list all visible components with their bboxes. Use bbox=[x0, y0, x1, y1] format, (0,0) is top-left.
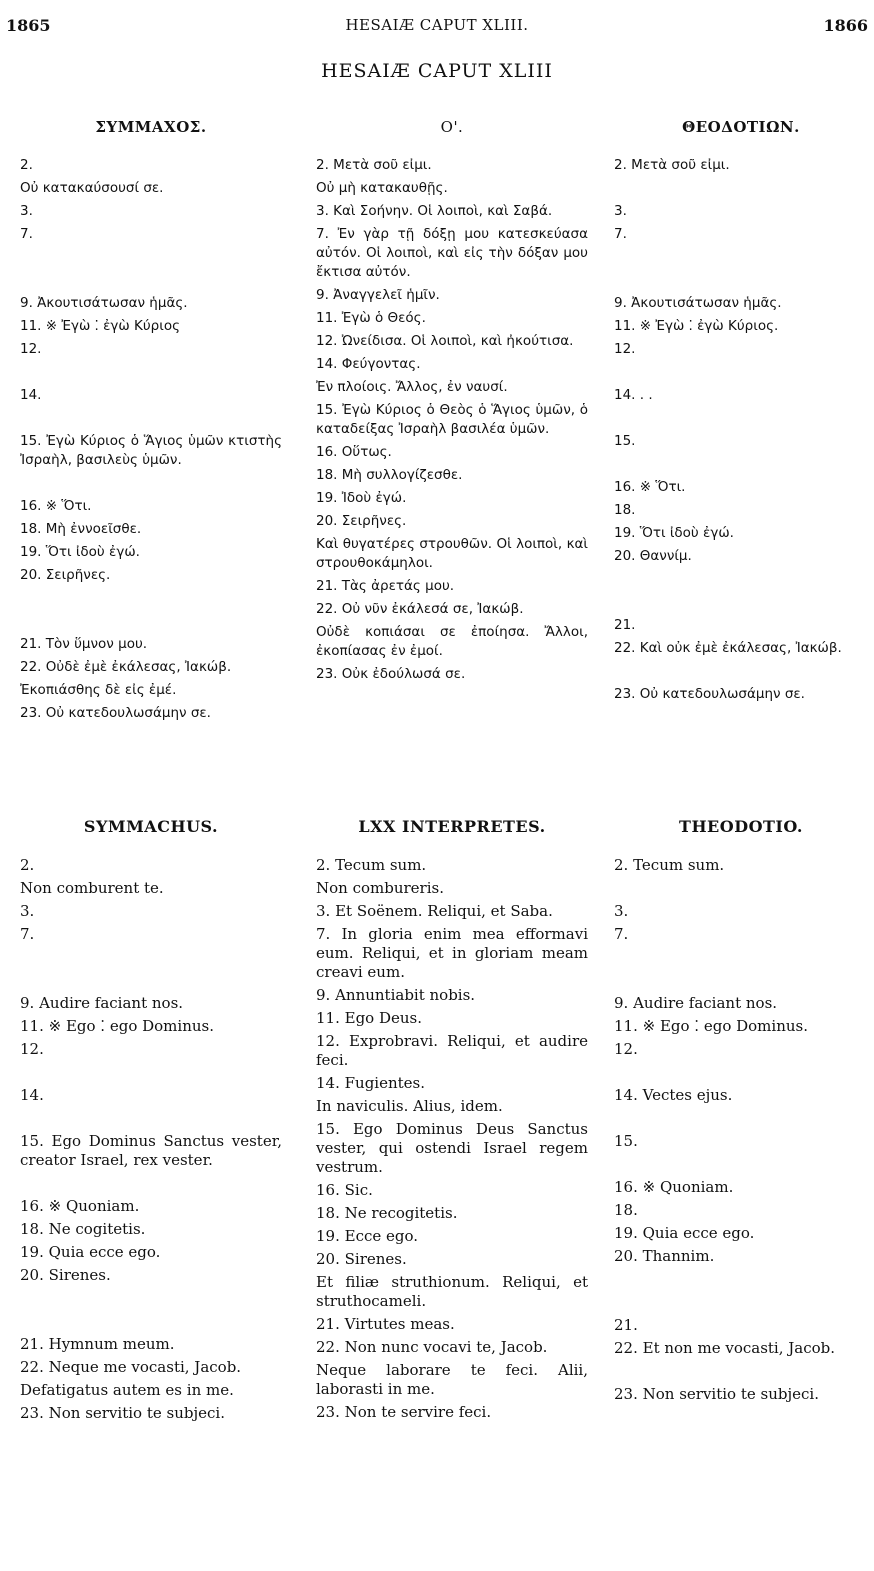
verse-entry bbox=[614, 1270, 868, 1289]
septuagint-greek-column bbox=[316, 112, 588, 688]
verse-entry: 21. Hymnum meum. bbox=[20, 1335, 175, 1353]
verse-entry: Et filiæ struthionum. Reliqui, et struthocameli. bbox=[316, 1273, 588, 1310]
verse-entry bbox=[20, 409, 282, 428]
verse-entry: 18. Ne cogitetis. bbox=[20, 1220, 146, 1238]
verse-entry: 2. bbox=[20, 157, 33, 173]
verse-entry: Οὐδὲ κοπιάσαι σε ἐποίησα. Ἄλλοι, ἐκοπίασας ἐν ἐμοί. bbox=[316, 624, 588, 659]
verse-entry: 9. Audire faciant nos. bbox=[614, 994, 778, 1012]
verse-entry: 16. ※ Quoniam. bbox=[614, 1178, 734, 1196]
theodotio-latin-column bbox=[614, 812, 868, 1408]
verse-entry: Neque laborare te feci. Alii, laborasti in me. bbox=[316, 1361, 588, 1398]
entries-list bbox=[20, 856, 282, 1423]
verse-entry: 18. Μὴ ἐννοεῖσθε. bbox=[20, 521, 142, 537]
verse-entry: 11. ※ Ἐγὼ ⁚ ἐγὼ Κύριος. bbox=[614, 318, 779, 334]
verse-entry: 2. Μετὰ σοῦ εἰμι. bbox=[316, 157, 432, 173]
verse-entry: 20. Σειρῆνες. bbox=[20, 567, 111, 583]
verse-entry: Ἐν πλοίοις. Ἄλλος, ἐν ναυσί. bbox=[316, 379, 508, 395]
verse-entry: 12. Exprobravi. Reliqui, et audire feci. bbox=[316, 1032, 588, 1069]
verse-entry bbox=[614, 593, 868, 612]
verse-entry: 22. Et non me vocasti, Jacob. bbox=[614, 1339, 836, 1357]
verse-entry: 19. Quia ecce ego. bbox=[614, 1224, 755, 1242]
verse-entry: 18. bbox=[614, 502, 636, 518]
verse-entry: 19. Ἰδοὺ ἐγώ. bbox=[316, 490, 407, 506]
verse-entry: 2. Tecum sum. bbox=[316, 856, 427, 874]
verse-entry: 7. bbox=[614, 925, 629, 943]
verse-entry: 7. bbox=[20, 226, 33, 242]
theodotion-greek-column bbox=[614, 112, 868, 708]
verse-entry: 14. Fugientes. bbox=[316, 1074, 425, 1092]
verse-entry: 20. Θαννίμ. bbox=[614, 548, 692, 564]
verse-entry bbox=[20, 971, 282, 990]
verse-entry: 14. Vectes ejus. bbox=[614, 1086, 733, 1104]
column-heading: LXX INTERPRETES. bbox=[358, 817, 546, 836]
verse-entry: 7. In gloria enim mea efformavi eum. Reliqui, et in gloriam meam creavi eum. bbox=[316, 925, 588, 981]
column-heading: ΣΥΜΜΑΧΟΣ. bbox=[95, 118, 207, 136]
verse-entry: 7. bbox=[20, 925, 35, 943]
verse-entry bbox=[614, 455, 868, 474]
verse-entry bbox=[614, 409, 868, 428]
verse-entry: 23. Οὐκ ἐδούλωσά σε. bbox=[316, 666, 466, 682]
verse-entry: Καὶ θυγατέρες στρουθῶν. Οἱ λοιποὶ, καὶ στρουθοκάμηλοι. bbox=[316, 536, 588, 571]
latin-section bbox=[0, 812, 874, 1492]
verse-entry: 18. Ne recogitetis. bbox=[316, 1204, 458, 1222]
column-heading: THEODOTIO. bbox=[679, 817, 803, 836]
lxx-latin-column bbox=[316, 812, 588, 1426]
verse-entry: 16. ※ Quoniam. bbox=[20, 1197, 140, 1215]
verse-entry bbox=[20, 612, 282, 631]
verse-entry: 14. . . bbox=[614, 387, 653, 403]
verse-entry bbox=[20, 948, 282, 967]
verse-entry: 22. Οὐδὲ ἐμὲ ἐκάλεσας, Ἰακώβ. bbox=[20, 659, 232, 675]
verse-entry bbox=[614, 662, 868, 681]
symmachus-latin-column bbox=[20, 812, 282, 1427]
verse-entry bbox=[614, 271, 868, 290]
verse-entry bbox=[614, 179, 868, 198]
verse-entry: 11. ※ Ἐγὼ ⁚ ἐγὼ Κύριος bbox=[20, 318, 180, 334]
verse-entry: 23. Οὐ κατεδουλωσάμην σε. bbox=[20, 705, 211, 721]
verse-entry: 12. bbox=[614, 1040, 638, 1058]
verse-entry: 11. Ἐγὼ ὁ Θεός. bbox=[316, 310, 426, 326]
verse-entry: 7. Ἐν γὰρ τῇ δόξῃ μου κατεσκεύασα αὐτόν. Οἱ λοιποὶ, καὶ εἰς τὴν δόξαν μου ἔκτισα αὐτόν. bbox=[316, 226, 588, 280]
verse-entry bbox=[20, 271, 282, 290]
verse-entry: 20. Σειρῆνες. bbox=[316, 513, 407, 529]
verse-entry: 9. Annuntiabit nobis. bbox=[316, 986, 476, 1004]
verse-entry: 20. Sirenes. bbox=[316, 1250, 407, 1268]
verse-entry: 15. bbox=[614, 1132, 638, 1150]
verse-entry: 7. bbox=[614, 226, 627, 242]
verse-entry: 22. Οὐ νῦν ἐκάλεσά σε, Ἰακώβ. bbox=[316, 601, 524, 617]
verse-entry: 15. bbox=[614, 433, 636, 449]
verse-entry bbox=[614, 1293, 868, 1312]
verse-entry: 14. bbox=[20, 387, 42, 403]
verse-entry: 3. Καὶ Σοήνην. Οἱ λοιποὶ, καὶ Σαβά. bbox=[316, 203, 553, 219]
verse-entry: 15. Ego Dominus Deus Sanctus vester, qui ostendi Israel regem vestrum. bbox=[316, 1120, 588, 1176]
verse-entry: 19. Ὅτι ἰδοὺ ἐγώ. bbox=[614, 525, 734, 541]
verse-entry: 11. Ego Deus. bbox=[316, 1009, 423, 1027]
verse-entry bbox=[614, 879, 868, 898]
verse-entry: 23. Non te servire feci. bbox=[316, 1403, 492, 1421]
verse-entry: 9. Ἀκουτισάτωσαν ἡμᾶς. bbox=[20, 295, 188, 311]
verse-entry bbox=[614, 363, 868, 382]
verse-entry: 3. bbox=[614, 203, 627, 219]
verse-entry: 19. Ecce ego. bbox=[316, 1227, 419, 1245]
verse-entry bbox=[614, 248, 868, 267]
verse-entry bbox=[20, 1289, 282, 1308]
verse-entry: 18. bbox=[614, 1201, 638, 1219]
verse-entry bbox=[614, 1362, 868, 1381]
verse-entry bbox=[614, 1155, 868, 1174]
verse-entry: 19. Quia ecce ego. bbox=[20, 1243, 161, 1261]
symmachus-greek-column bbox=[20, 112, 282, 727]
verse-entry: Οὐ κατακαύσουσί σε. bbox=[20, 180, 164, 196]
running-title: HESAIÆ CAPUT XLIII. bbox=[345, 16, 529, 34]
verse-entry: 14. bbox=[20, 1086, 44, 1104]
entries-list bbox=[316, 856, 588, 1422]
verse-entry: 16. Οὕτως. bbox=[316, 444, 392, 460]
verse-entry: 20. Thannim. bbox=[614, 1247, 715, 1265]
verse-entry bbox=[20, 1174, 282, 1193]
verse-entry bbox=[20, 1312, 282, 1331]
verse-entry: 2. Tecum sum. bbox=[614, 856, 725, 874]
verse-entry: 12. bbox=[20, 341, 42, 357]
verse-entry bbox=[614, 948, 868, 967]
verse-entry: 2. Μετὰ σοῦ εἰμι. bbox=[614, 157, 730, 173]
verse-entry: 15. Ἐγὼ Κύριος ὁ Ἅγιος ὑμῶν κτιστὴς Ἰσραὴλ, βασιλεὺς ὑμῶν. bbox=[20, 433, 282, 468]
verse-entry: 16. Sic. bbox=[316, 1181, 373, 1199]
verse-entry: 12. bbox=[614, 341, 636, 357]
verse-entry bbox=[20, 1109, 282, 1128]
verse-entry: 11. ※ Ego ⁚ ego Dominus. bbox=[20, 1017, 214, 1035]
column-heading: SYMMACHUS. bbox=[83, 817, 219, 836]
verse-entry: 3. bbox=[20, 203, 33, 219]
verse-entry: Defatigatus autem es in me. bbox=[20, 1381, 234, 1399]
running-header bbox=[0, 16, 874, 40]
verse-entry: 16. ※ Ὅτι. bbox=[20, 498, 92, 514]
entries-list bbox=[20, 156, 282, 723]
verse-entry: 9. Ἀκουτισάτωσαν ἡμᾶς. bbox=[614, 295, 782, 311]
chapter-title: HESAIÆ CAPUT XLIII bbox=[321, 60, 553, 82]
verse-entry: 21. Τὸν ὕμνον μου. bbox=[20, 636, 148, 652]
verse-entry bbox=[20, 474, 282, 493]
verse-entry: 23. Οὐ κατεδουλωσάμην σε. bbox=[614, 686, 805, 702]
verse-entry: 16. ※ Ὅτι. bbox=[614, 479, 686, 495]
verse-entry: 20. Sirenes. bbox=[20, 1266, 111, 1284]
verse-entry: 21. bbox=[614, 1316, 638, 1334]
verse-entry: 22. Καὶ οὐκ ἐμὲ ἐκάλεσας, Ἰακώβ. bbox=[614, 640, 842, 656]
verse-entry bbox=[614, 1063, 868, 1082]
verse-entry: 9. Ἀναγγελεῖ ἡμῖν. bbox=[316, 287, 440, 303]
verse-entry bbox=[614, 1109, 868, 1128]
greek-section bbox=[0, 112, 874, 792]
column-heading: Ο'. bbox=[440, 118, 464, 136]
verse-entry: Non comburent te. bbox=[20, 879, 164, 897]
verse-entry: 18. Μὴ συλλογίζεσθε. bbox=[316, 467, 463, 483]
page-number-left: 1865 bbox=[6, 16, 51, 35]
column-heading: ΘΕΟΔΟΤΙΩΝ. bbox=[682, 118, 800, 136]
verse-entry: 15. Ἐγὼ Κύριος ὁ Θεὸς ὁ Ἅγιος ὑμῶν, ὁ καταδείξας Ἰσραὴλ βασιλέα ὑμῶν. bbox=[316, 402, 588, 437]
verse-entry: 12. Ὠνείδισα. Οἱ λοιποὶ, καὶ ἠκούτισα. bbox=[316, 333, 574, 349]
verse-entry: 15. Ego Dominus Sanctus vester, creator Israel, rex vester. bbox=[20, 1132, 282, 1169]
verse-entry bbox=[614, 971, 868, 990]
verse-entry: 3. bbox=[614, 902, 629, 920]
verse-entry bbox=[20, 363, 282, 382]
verse-entry: 21. Virtutes meas. bbox=[316, 1315, 455, 1333]
verse-entry: 2. bbox=[20, 856, 35, 874]
verse-entry: 14. Φεύγοντας. bbox=[316, 356, 421, 372]
verse-entry: 11. ※ Ego ⁚ ego Dominus. bbox=[614, 1017, 808, 1035]
verse-entry bbox=[614, 570, 868, 589]
verse-entry: 19. Ὅτι ἰδοὺ ἐγώ. bbox=[20, 544, 140, 560]
entries-list bbox=[614, 156, 868, 704]
verse-entry: 21. Τὰς ἀρετάς μου. bbox=[316, 578, 455, 594]
entries-list bbox=[614, 856, 868, 1404]
verse-entry bbox=[20, 1063, 282, 1082]
verse-entry: 23. Non servitio te subjeci. bbox=[614, 1385, 819, 1403]
verse-entry: 22. Neque me vocasti, Jacob. bbox=[20, 1358, 242, 1376]
verse-entry bbox=[20, 589, 282, 608]
verse-entry: 12. bbox=[20, 1040, 44, 1058]
verse-entry bbox=[20, 248, 282, 267]
verse-entry: 22. Non nunc vocavi te, Jacob. bbox=[316, 1338, 548, 1356]
verse-entry: Ἐκοπιάσθης δὲ εἰς ἐμέ. bbox=[20, 682, 177, 698]
verse-entry: Οὐ μὴ κατακαυθῇς. bbox=[316, 180, 448, 196]
verse-entry: 9. Audire faciant nos. bbox=[20, 994, 184, 1012]
verse-entry: 21. bbox=[614, 617, 636, 633]
verse-entry: Non combureris. bbox=[316, 879, 444, 897]
page-number-right: 1866 bbox=[823, 16, 868, 35]
verse-entry: 3. Et Soënem. Reliqui, et Saba. bbox=[316, 902, 553, 920]
entries-list bbox=[316, 156, 588, 684]
verse-entry: 3. bbox=[20, 902, 35, 920]
verse-entry: In naviculis. Alius, idem. bbox=[316, 1097, 503, 1115]
verse-entry: 23. Non servitio te subjeci. bbox=[20, 1404, 225, 1422]
